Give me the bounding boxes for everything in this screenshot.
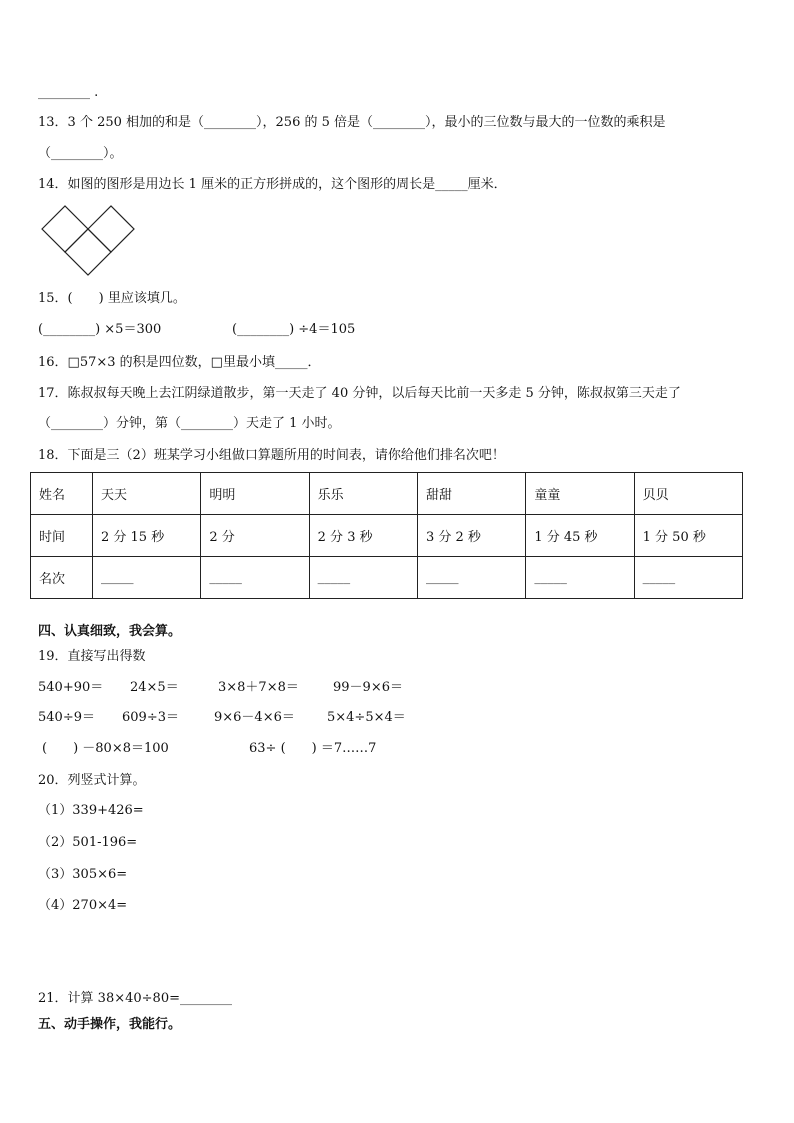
q13-text-cont: （________）。	[38, 146, 123, 161]
square-figure-icon	[40, 205, 136, 281]
calc-item: ( ) －80×8＝100	[42, 741, 169, 756]
q15-part-b: (________) ÷4＝105	[232, 322, 356, 337]
student-name: 天天	[93, 473, 201, 515]
time-cell: 2 分 15 秒	[93, 515, 201, 557]
q17-text: 17．陈叔叔每天晚上去江阴绿道散步，第一天走了 40 分钟，以后每天比前一天多走 5 分钟，陈叔叔第三天走了	[38, 386, 681, 401]
row-header-rank: 名次	[31, 557, 93, 599]
row-header-name: 姓名	[31, 473, 93, 515]
calc-item: 540+90＝	[38, 680, 104, 695]
calc-item: 99－9×6＝	[333, 680, 403, 695]
q15-text: 15．( ) 里应该填几。	[38, 291, 186, 306]
time-cell: 2 分	[201, 515, 309, 557]
q19-text: 19．直接写出得数	[38, 649, 146, 664]
section-4-heading: 四、认真细致，我会算。	[38, 624, 182, 639]
calc-item: 24×5＝	[130, 680, 179, 695]
calc-item: 9×6－4×6＝	[214, 710, 295, 725]
calc-item: 3×8＋7×8＝	[218, 680, 299, 695]
time-cell: 1 分 45 秒	[526, 515, 634, 557]
q14-text: 14．如图的图形是用边长 1 厘米的正方形拼成的，这个图形的周长是_____厘米．	[38, 177, 507, 192]
ranking-table	[30, 472, 743, 599]
calc-item: 609÷3＝	[122, 710, 179, 725]
rank-blank[interactable]: _____	[201, 557, 309, 599]
calc-item: 5×4÷5×4＝	[327, 710, 406, 725]
calc-item: 540÷9＝	[38, 710, 95, 725]
table-row	[31, 473, 743, 515]
q17-text-cont: （________）分钟，第（________）天走了 1 小时。	[38, 416, 341, 431]
q20-item-4: （4）270×4=	[38, 898, 128, 913]
section-5-heading: 五、动手操作，我能行。	[38, 1017, 182, 1032]
time-cell: 3 分 2 秒	[417, 515, 525, 557]
student-name: 甜甜	[417, 473, 525, 515]
student-name: 乐乐	[309, 473, 417, 515]
q20-text: 20．列竖式计算。	[38, 773, 146, 788]
q12-answer-blank: ________ .	[38, 85, 99, 100]
rank-blank[interactable]: _____	[417, 557, 525, 599]
student-name: 明明	[201, 473, 309, 515]
table-row	[31, 557, 743, 599]
q20-item-2: （2）501-196=	[38, 835, 138, 850]
q20-item-1: （1）339+426=	[38, 803, 144, 818]
row-header-time: 时间	[31, 515, 93, 557]
q18-text: 18．下面是三（2）班某学习小组做口算题所用的时间表，请你给他们排名次吧！	[38, 448, 505, 463]
student-name: 贝贝	[634, 473, 742, 515]
rank-blank[interactable]: _____	[93, 557, 201, 599]
rank-blank[interactable]: _____	[634, 557, 742, 599]
table-row	[31, 515, 743, 557]
q16-text: 16．□57×3 的积是四位数，□里最小填_____．	[38, 355, 321, 370]
rank-blank[interactable]: _____	[309, 557, 417, 599]
student-name: 童童	[526, 473, 634, 515]
calc-item: 63÷ ( ) ＝7……7	[249, 741, 377, 756]
time-cell: 1 分 50 秒	[634, 515, 742, 557]
q13-text: 13．3 个 250 相加的和是（________），256 的 5 倍是（________），最小的三位数与最大的一位数的乘积是	[38, 115, 666, 130]
time-cell: 2 分 3 秒	[309, 515, 417, 557]
q20-item-3: （3）305×6=	[38, 867, 128, 882]
q15-part-a: (________) ×5＝300	[38, 322, 162, 337]
rank-blank[interactable]: _____	[526, 557, 634, 599]
q21-text: 21．计算 38×40÷80=________	[38, 991, 232, 1006]
